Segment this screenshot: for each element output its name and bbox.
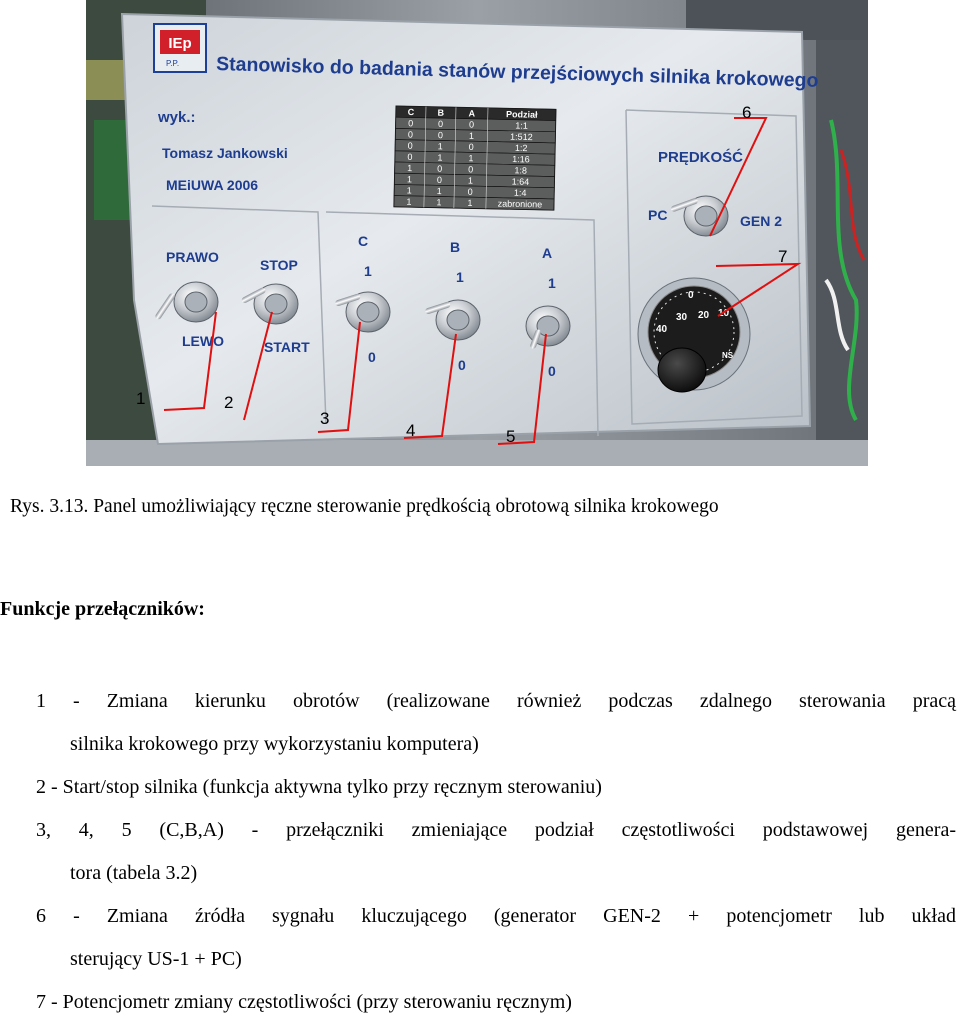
division-table-cell: 0 bbox=[468, 141, 474, 153]
division-table-cell: 1 bbox=[468, 153, 474, 164]
division-table-cell: 1 bbox=[437, 141, 443, 152]
callout-3: 3 bbox=[320, 409, 330, 428]
division-table-cell: 0 bbox=[407, 151, 413, 162]
author-group: MEiUWA 2006 bbox=[166, 177, 259, 193]
callout-4: 4 bbox=[406, 421, 416, 440]
label-a-zero: 0 bbox=[548, 363, 556, 379]
callout-6: 6 bbox=[742, 103, 752, 122]
callout-5: 5 bbox=[506, 427, 516, 446]
dial-mark-0: 0 bbox=[688, 290, 694, 301]
division-table bbox=[394, 106, 556, 210]
division-table-cell: 1 bbox=[468, 130, 475, 141]
function-item-3 bbox=[36, 809, 956, 895]
division-table-cell: 1 bbox=[406, 185, 412, 196]
division-table-cell: zabronione bbox=[497, 198, 543, 210]
function-1-line-1: 1 - Zmiana kierunku obrotów (realizowane również podczas zdalnego sterowania pracą bbox=[36, 690, 956, 712]
division-table-cell: 1 bbox=[467, 175, 474, 186]
division-table-cell: 1 bbox=[407, 163, 413, 174]
label-stop: STOP bbox=[260, 257, 298, 273]
division-table-cell: 1:16 bbox=[512, 154, 530, 165]
label-predkosc: PRĘDKOŚĆ bbox=[658, 149, 744, 166]
figure-caption: Rys. 3.13. Panel umożliwiający ręczne sterowanie prędkością obrotową silnika krokowego bbox=[10, 496, 719, 517]
label-b-zero: 0 bbox=[458, 357, 466, 373]
division-table-cell: 1 bbox=[436, 186, 442, 197]
function-item-4 bbox=[36, 895, 956, 981]
label-c-one: 1 bbox=[364, 263, 372, 279]
left-component bbox=[86, 60, 126, 100]
division-table-cell: 1 bbox=[467, 197, 473, 209]
function-2-line-1: 2 - Start/stop silnika (funkcja aktywna tylko przy ręcznym sterowaniu) bbox=[36, 776, 602, 798]
dial-mark-20: 20 bbox=[698, 310, 710, 321]
logo-subtext: P.P. bbox=[166, 59, 180, 68]
function-4-line-1: 6 - Zmiana źródła sygnału kluczującego (generator GEN-2 + potencjometr lub układ bbox=[36, 905, 956, 927]
author-name: Tomasz Jankowski bbox=[162, 145, 288, 161]
division-table-cell: 1 bbox=[406, 174, 413, 185]
division-table-cell: 1:4 bbox=[513, 187, 527, 198]
logo-text: IEp bbox=[168, 35, 192, 52]
function-5-line-1: 7 - Potencjometr zmiany częstotliwości (przy sterowaniu ręcznym) bbox=[36, 991, 572, 1013]
dial-small-text: NS bbox=[722, 351, 734, 360]
division-table-cell: 0 bbox=[437, 130, 444, 141]
callout-1: 1 bbox=[136, 389, 146, 408]
division-table-heading-cell: C bbox=[407, 107, 415, 118]
callout-2: 2 bbox=[224, 393, 234, 412]
label-c: C bbox=[358, 233, 369, 249]
division-table-cell: 0 bbox=[407, 140, 413, 151]
label-lewo: LEWO bbox=[182, 333, 224, 349]
division-table-cell: 0 bbox=[408, 118, 414, 129]
function-1-line-2: silnika krokowego przy wykorzystaniu komputera) bbox=[70, 733, 479, 755]
function-item-2 bbox=[36, 766, 956, 809]
author-label: wyk.: bbox=[158, 109, 196, 126]
division-table-heading-cell: A bbox=[468, 108, 476, 119]
label-a: A bbox=[542, 245, 553, 261]
table-surface bbox=[86, 440, 868, 466]
functions-heading: Funkcje przełączników: bbox=[0, 598, 205, 620]
function-item-5 bbox=[36, 981, 956, 1024]
label-gen2: GEN 2 bbox=[740, 213, 783, 229]
division-table-cell: 1:64 bbox=[511, 176, 530, 187]
panel-photo-svg bbox=[86, 0, 868, 466]
division-table-cell: 0 bbox=[467, 186, 473, 197]
dial-mark-30: 30 bbox=[676, 312, 688, 323]
division-table-cell: 1:2 bbox=[514, 142, 528, 154]
label-a-one: 1 bbox=[548, 275, 556, 291]
panel-photo bbox=[86, 0, 868, 466]
label-c-zero: 0 bbox=[368, 349, 376, 365]
division-table-cell: 1 bbox=[406, 196, 412, 207]
division-table-cell: 0 bbox=[438, 118, 444, 129]
division-table-cell: 0 bbox=[437, 163, 443, 174]
label-prawo: PRAWO bbox=[166, 249, 219, 265]
division-table-cell: 1:1 bbox=[515, 120, 528, 131]
dial-mark-10: 10 bbox=[718, 308, 730, 319]
label-pc: PC bbox=[648, 207, 668, 223]
label-b-one: 1 bbox=[456, 269, 464, 285]
division-table-cell: 0 bbox=[469, 119, 475, 130]
label-start: START bbox=[264, 339, 310, 355]
division-table-cell: 1:8 bbox=[514, 165, 528, 176]
function-4-line-2: sterujący US-1 + PC) bbox=[70, 948, 242, 970]
division-table-cell: 1 bbox=[436, 197, 442, 208]
label-b: B bbox=[450, 239, 461, 255]
function-3-line-1: 3, 4, 5 (C,B,A) - przełączniki zmieniające podział częstotliwości podstawowej genera- bbox=[36, 819, 956, 841]
logo bbox=[154, 24, 206, 72]
division-table-cell: 0 bbox=[407, 129, 414, 140]
panel-title: Stanowisko do badania stanów przejściowych silnika krokowego bbox=[215, 53, 819, 92]
dial-mark-40: 40 bbox=[656, 324, 668, 335]
function-item-1 bbox=[36, 680, 956, 766]
functions-list bbox=[36, 680, 956, 1024]
division-table-heading-cell: Podział bbox=[505, 109, 538, 120]
division-table-cell: 1:512 bbox=[510, 131, 533, 143]
division-table-heading-cell: B bbox=[437, 107, 445, 118]
callout-7: 7 bbox=[778, 247, 788, 266]
division-table-cell: 0 bbox=[468, 164, 474, 175]
function-3-line-2: tora (tabela 3.2) bbox=[70, 862, 198, 884]
division-table-cell: 0 bbox=[436, 174, 443, 185]
division-table-cell: 1 bbox=[437, 152, 443, 163]
